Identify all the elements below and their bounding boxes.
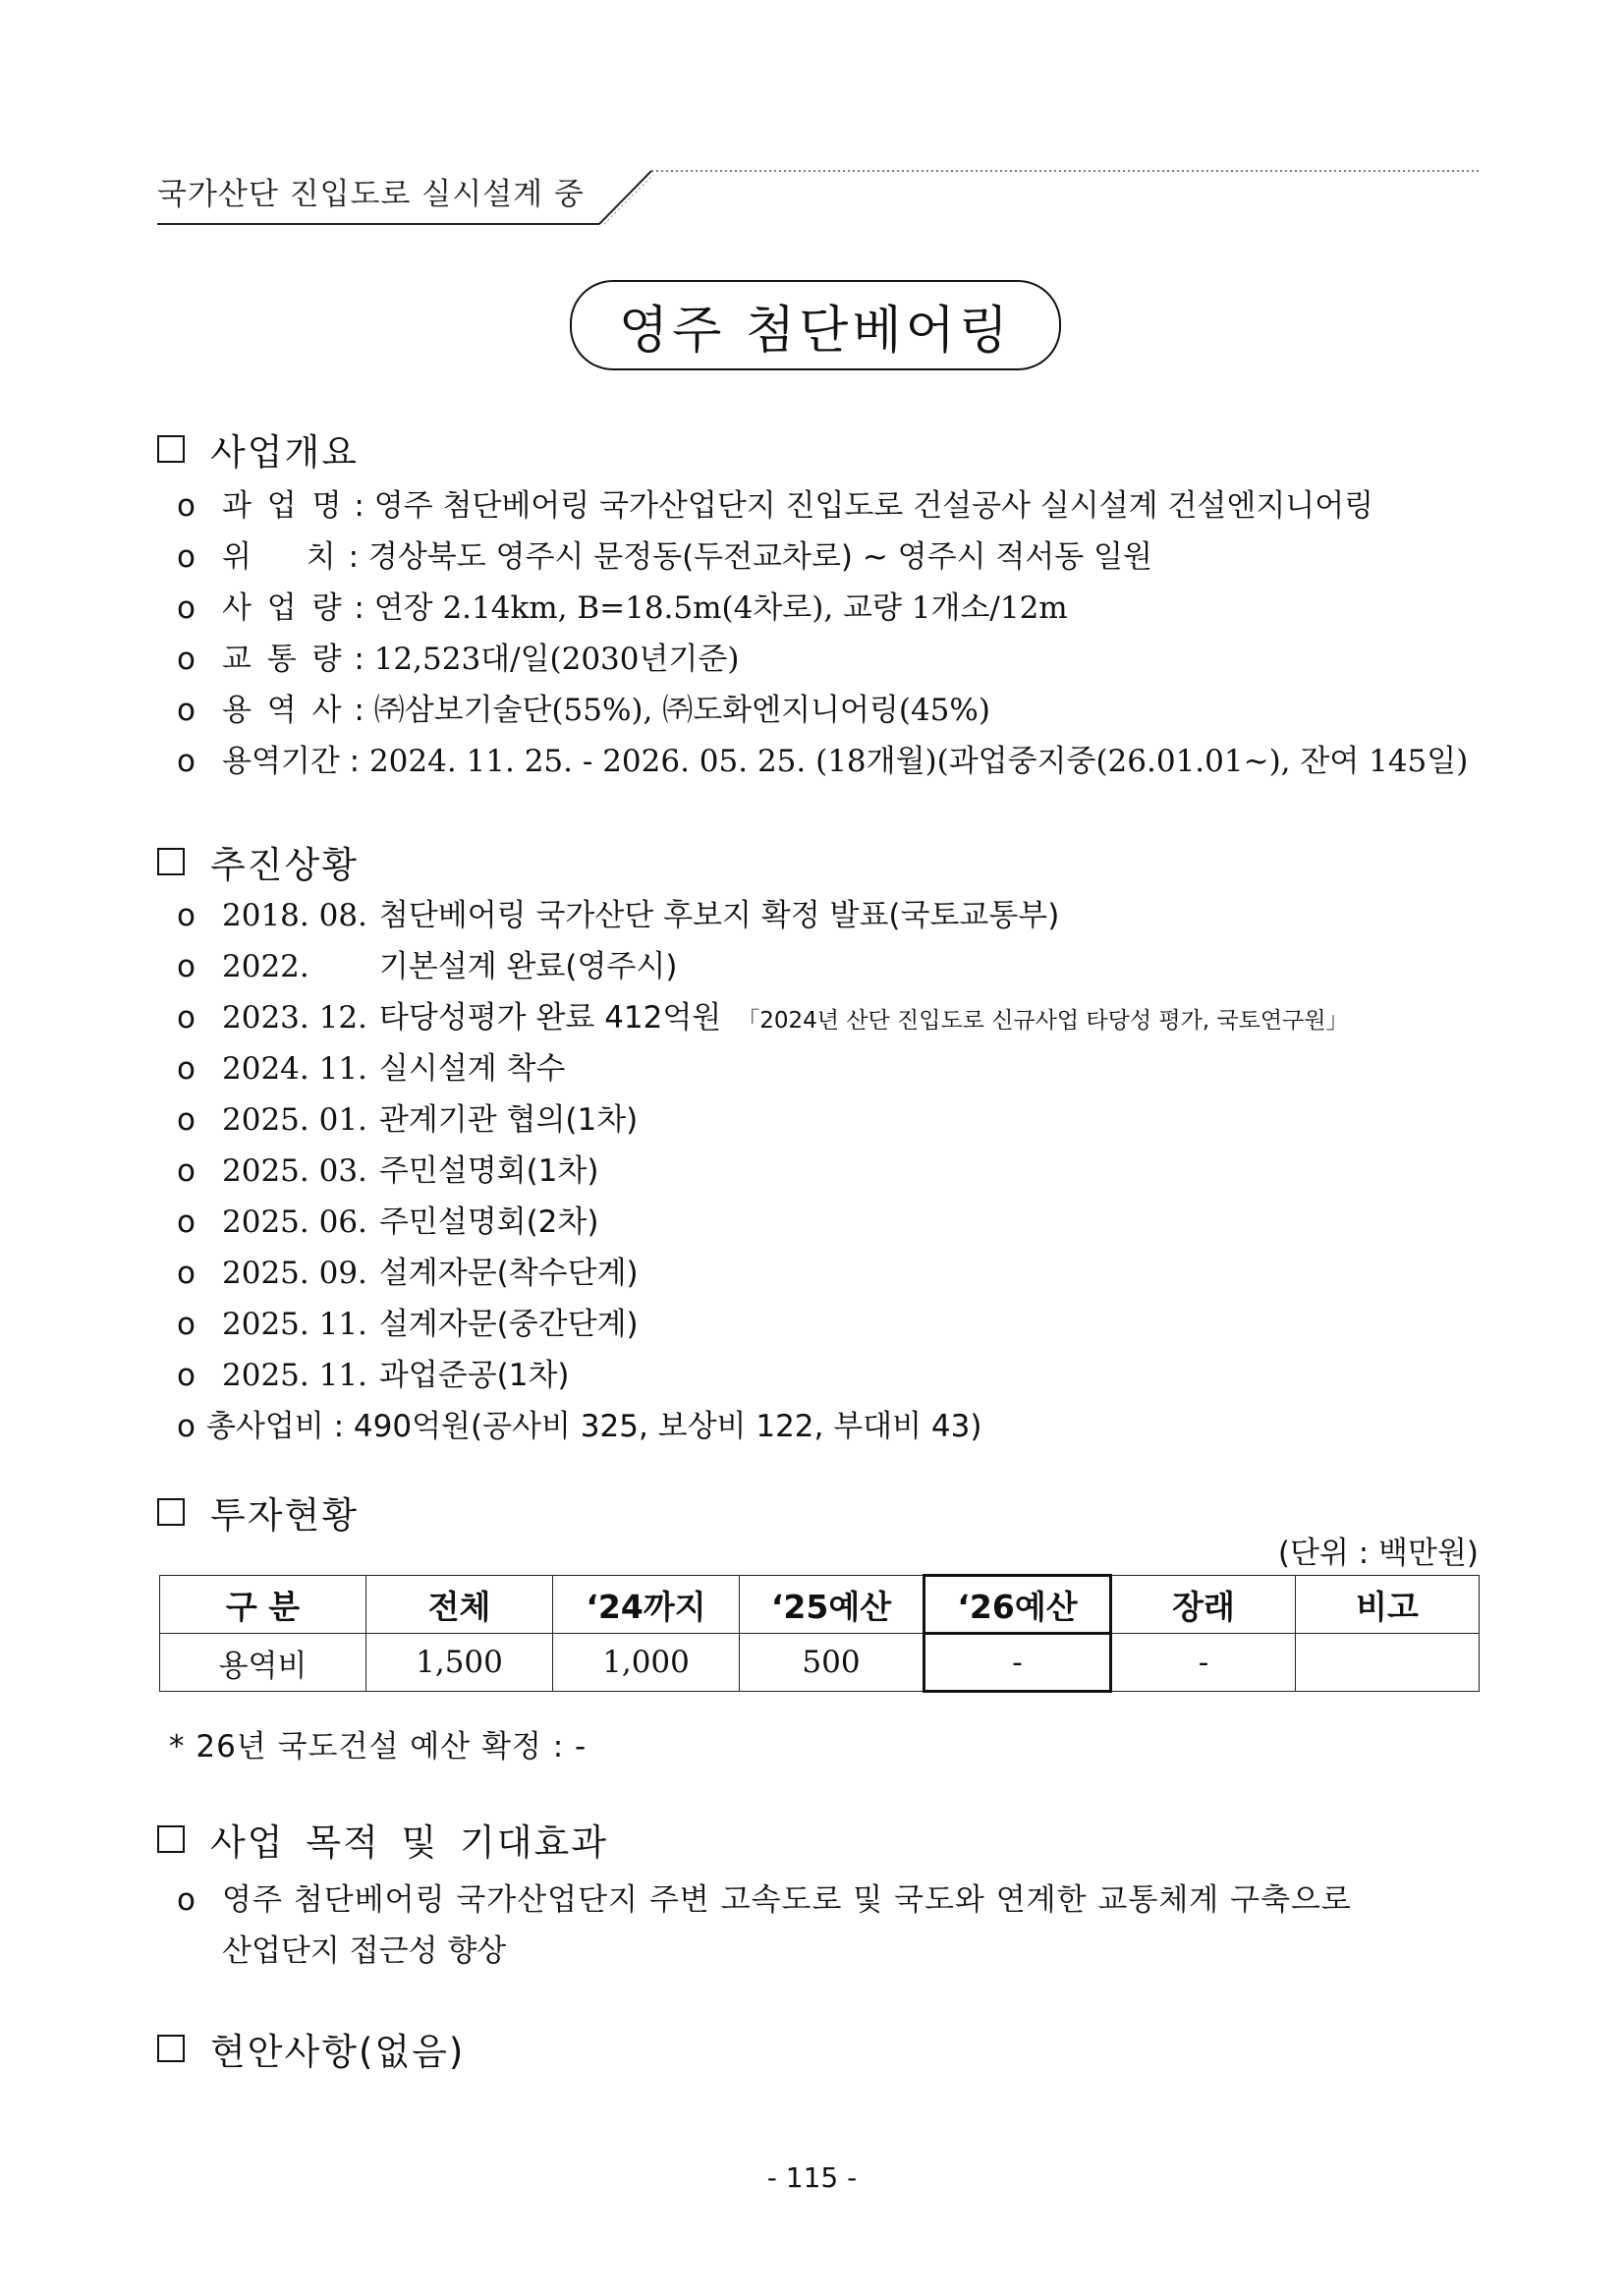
table-cell: - (1111, 1634, 1296, 1692)
overview-item: o 용 역 사 : ㈜삼보기술단(55%), ㈜도화엔지니어링(45%) (177, 693, 990, 728)
overview-item: o 용역기간 : 2024. 11. 25. - 2026. 05. 25. (18개월)(과업중지중(26.01.01~), 잔여 145일) (177, 744, 1469, 779)
progress-item-text: 실시설계 착수 (378, 1051, 566, 1087)
table-header-cell: 장래 (1111, 1576, 1296, 1634)
progress-item (177, 1049, 565, 1089)
overview-item: o 과 업 명 : 영주 첨단베어링 국가산업단지 진입도로 건설공사 실시설계 건설엔지니어링 (177, 488, 1374, 524)
bullet-icon: o (177, 1051, 196, 1087)
overview-item-value: 12,523대/일(2030년기준) (373, 642, 740, 677)
progress-item-text: 기본설계 완료(영주시) (378, 949, 678, 984)
bullet-icon: o (177, 1409, 196, 1444)
table-unit-label: (단위 : 백만원) (1277, 1536, 1479, 1571)
overview-item-label: 사 업 량 (222, 590, 345, 626)
bullet-icon: o (177, 1256, 196, 1291)
progress-item (177, 998, 1349, 1040)
bullet-icon: o (177, 1204, 196, 1240)
progress-total-text: 총사업비 : 490억원(공사비 325, 보상비 122, 부대비 43) (206, 1409, 982, 1444)
header-tab-label: 국가산단 진입도로 실시설계 중 (157, 177, 585, 212)
progress-total (177, 1407, 981, 1446)
progress-item-text: 주민설명회(2차) (378, 1204, 599, 1240)
progress-item-date: 2025. 03. (222, 1153, 367, 1189)
section-heading-overview (157, 422, 359, 476)
table-header-cell: 비고 (1296, 1576, 1480, 1634)
table-cell: 용역비 (160, 1634, 366, 1692)
progress-item (177, 896, 1059, 935)
overview-item-label: 용역기간 (222, 744, 340, 779)
table-header-cell: ‘25예산 (740, 1576, 924, 1634)
overview-item-label: 과 업 명 (222, 488, 345, 524)
page-title-box (570, 280, 1061, 370)
section-heading-text: 사업개요 (210, 431, 359, 474)
table-note: * 26년 국도건설 예산 확정 : - (169, 1729, 588, 1764)
bullet-icon: o (177, 898, 196, 933)
overview-item: o 위 치 : 경상북도 영주시 문정동(두전교차로) ~ 영주시 적서동 일원 (177, 539, 1152, 575)
progress-item-date: 2023. 12. (222, 1000, 367, 1036)
overview-item: o 교 통 량 : 12,523대/일(2030년기준) (177, 642, 740, 677)
progress-item (177, 947, 677, 986)
bullet-icon: o (177, 949, 196, 984)
investment-table (159, 1574, 1480, 1693)
progress-item-date: 2025. 09. (222, 1256, 367, 1291)
table-cell: 500 (740, 1634, 924, 1692)
bullet-icon: o (177, 1102, 196, 1138)
purpose-paragraph (177, 1875, 1484, 1977)
purpose-line: 산업단지 접근성 향상 (222, 1933, 507, 1969)
overview-item-value: 영주 첨단베어링 국가산업단지 진입도로 건설공사 실시설계 건설엔지니어링 (373, 488, 1374, 524)
section-heading-issues (157, 2022, 465, 2075)
progress-item-text: 설계자문(착수단계) (378, 1256, 639, 1291)
overview-item-label: 용 역 사 (222, 693, 345, 728)
progress-item-date: 2025. 11. (222, 1358, 367, 1393)
table-header-cell: 구 분 (160, 1576, 366, 1634)
table-header-cell: ‘24까지 (553, 1576, 740, 1634)
progress-item (177, 1203, 598, 1242)
progress-item (177, 1305, 639, 1344)
progress-item (177, 1151, 598, 1191)
bullet-icon: o (177, 642, 196, 677)
section-heading-text: 추진상황 (210, 844, 359, 886)
progress-item-text: 주민설명회(1차) (378, 1153, 599, 1189)
section-heading-text: 사업 목적 및 기대효과 (210, 1821, 608, 1864)
progress-item-date: 2018. 08. (222, 898, 367, 933)
table-cell: 1,000 (553, 1634, 740, 1692)
bullet-icon: o (177, 590, 196, 626)
bullet-icon: o (177, 1153, 196, 1189)
purpose-line: 영주 첨단베어링 국가산업단지 주변 고속도로 및 국도와 연계한 교통체계 구축으로 (222, 1882, 1352, 1918)
header-tab (157, 169, 1479, 228)
progress-item-date: 2025. 01. (222, 1102, 367, 1138)
overview-item-label: 교 통 량 (222, 642, 345, 677)
progress-item-date: 2025. 11. (222, 1307, 367, 1342)
progress-item-text: 관계기관 협의(1차) (378, 1102, 639, 1138)
section-heading-progress (157, 835, 359, 888)
progress-item (177, 1356, 570, 1395)
overview-item-label: 위 치 (222, 539, 339, 575)
bullet-icon: o (177, 488, 196, 524)
section-heading-purpose (157, 1813, 608, 1866)
overview-item: o 사 업 량 : 연장 2.14km, B=18.5m(4차로), 교량 1개소/12m (177, 590, 1068, 626)
section-heading-text: 투자현황 (210, 1494, 359, 1537)
section-heading-investment (157, 1485, 359, 1539)
page-number: - 115 - (766, 2161, 858, 2194)
overview-item-value: ㈜삼보기술단(55%), ㈜도화엔지니어링(45%) (373, 693, 990, 728)
overview-item-value: 연장 2.14km, B=18.5m(4차로), 교량 1개소/12m (373, 590, 1068, 626)
progress-item (177, 1254, 639, 1293)
progress-item-note: 「2024년 산단 진입도로 신규사업 타당성 평가, 국토연구원」 (737, 1008, 1349, 1034)
checkbox-icon (157, 1498, 185, 1526)
progress-item (177, 1100, 638, 1140)
section-heading-text: 현안사항(없음) (210, 2031, 466, 2073)
progress-item-text: 설계자문(중간단계) (378, 1307, 639, 1342)
bullet-icon: o (177, 1000, 196, 1036)
bullet-icon: o (177, 693, 196, 728)
table-header-cell: 전체 (366, 1576, 553, 1634)
table-header-cell: ‘26예산 (924, 1576, 1111, 1634)
progress-item-date: 2024. 11. (222, 1051, 367, 1087)
table-row (160, 1634, 1480, 1692)
overview-item-value: 2024. 11. 25. - 2026. 05. 25. (18개월)(과업중지중(26.01.01~), 잔여 145일) (368, 744, 1469, 779)
progress-item-text: 첨단베어링 국가산단 후보지 확정 발표(국토교통부) (378, 898, 1060, 933)
bullet-icon: o (177, 744, 196, 779)
progress-item-text: 과업준공(1차) (378, 1358, 570, 1393)
bullet-icon: o (177, 1358, 196, 1393)
progress-item-date: 2022. (222, 949, 309, 984)
table-cell (1296, 1634, 1480, 1692)
table-cell: 1,500 (366, 1634, 553, 1692)
table-cell: - (924, 1634, 1111, 1692)
checkbox-icon (157, 1825, 185, 1853)
checkbox-icon (157, 2035, 185, 2062)
progress-item-date: 2025. 06. (222, 1204, 367, 1240)
checkbox-icon (157, 848, 185, 875)
overview-item-value: 경상북도 영주시 문정동(두전교차로) ~ 영주시 적서동 일원 (367, 539, 1152, 575)
bullet-icon: o (177, 539, 196, 575)
page-title: 영주 첨단베어링 (618, 301, 1013, 361)
progress-item-text: 타당성평가 완료 412억원 (378, 1000, 722, 1036)
bullet-icon: o (177, 1307, 196, 1342)
checkbox-icon (157, 435, 185, 463)
bullet-icon: o (177, 1882, 196, 1918)
table-header-row (160, 1576, 1480, 1634)
